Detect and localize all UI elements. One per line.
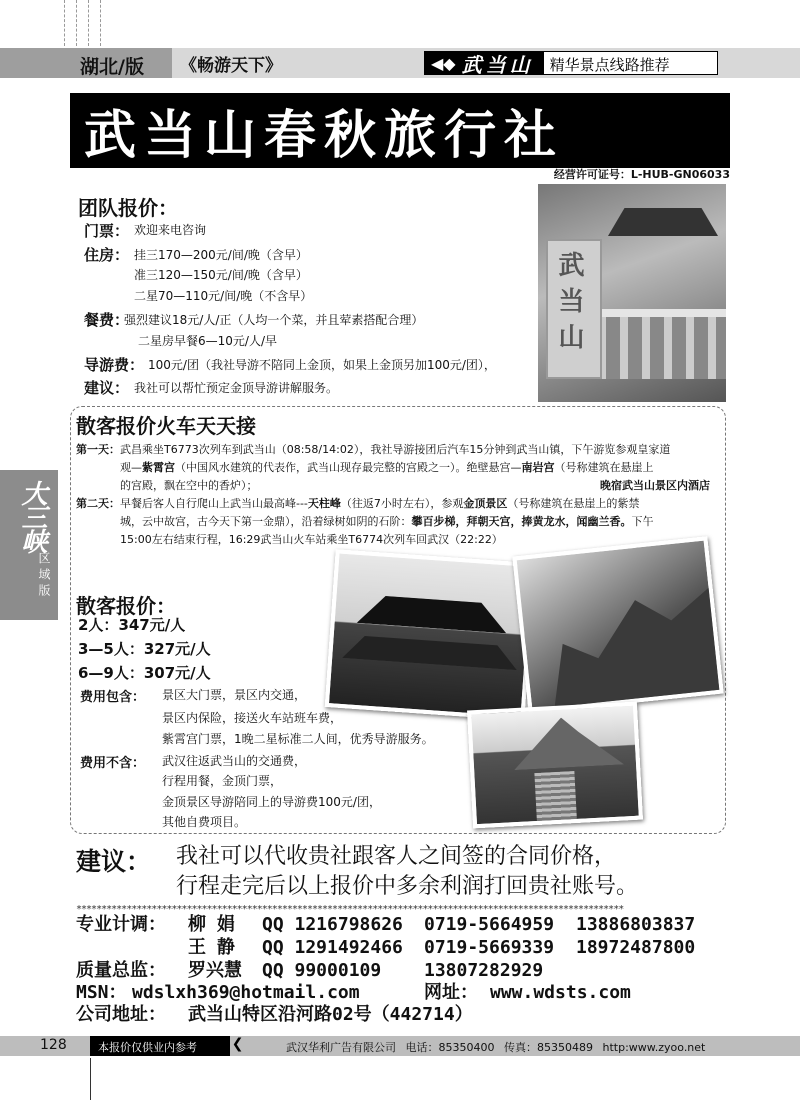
top-dashed-line	[100, 0, 101, 46]
route-subtitle: 精华景点线路推荐	[544, 52, 717, 74]
temple-roof	[342, 632, 518, 670]
lodging-line: 二星70—110元/间/晚（不含早）	[134, 289, 313, 303]
price-people: 3—5人：	[78, 640, 144, 658]
temple-roof	[608, 196, 718, 236]
price-people: 6—9人：	[78, 664, 144, 682]
day2-text: （号称建筑在悬崖上的紫禁	[507, 497, 640, 510]
temple-photo	[325, 549, 536, 721]
excluded-item: 行程用餐，金顶门票，	[162, 774, 283, 788]
lodging-line: 准三120—150元/间/晚（含早）	[134, 268, 308, 282]
route-title-box	[424, 51, 718, 75]
planner-mobile: 13886803837	[576, 914, 696, 935]
day2-text: 下午	[631, 515, 654, 528]
advice-value: 我社可以帮忙预定金顶导游讲解服务。	[134, 381, 339, 395]
footer-url[interactable]: http:www.zyoo.net	[602, 1041, 706, 1054]
stone-steps	[534, 771, 577, 828]
top-dashed-line	[88, 0, 89, 46]
day1-text: （号称建筑在悬崖上	[554, 461, 654, 474]
advice-label: 建议：	[84, 379, 130, 397]
diamond-icon: ◀◆	[431, 53, 456, 73]
lodging-line: 挂三170—200元/间/晚（含早）	[134, 248, 308, 262]
day1-line: 的宫殿，飘在空中的香炉）；	[120, 479, 258, 492]
price-row	[78, 662, 211, 683]
day1-hotel: 晚宿武当山景区内酒店	[600, 479, 710, 492]
ticket-value: 欢迎来电咨询	[134, 223, 207, 237]
day2-line: 15:00左右结束行程，16:29武当山火车站乘坐T6774次列车回武汉（22:22）	[120, 533, 503, 546]
price-value: 347元/人	[118, 616, 186, 634]
individual-heading: 散客报价：	[76, 594, 176, 618]
day2-label: 第二天：	[76, 497, 120, 510]
license-number: 经营许可证号：L-HUB-GN06033	[553, 168, 730, 181]
agency-name: 武当山春秋旅行社	[70, 93, 730, 168]
included-item: 景区内保险，接送火车站班车费，	[162, 711, 343, 725]
day2-line	[120, 495, 639, 513]
side-tab-sub: 区域版	[37, 552, 51, 600]
stone-railing	[598, 309, 726, 379]
qa-qq: QQ 99000109	[262, 960, 382, 981]
msn-label: MSN：	[76, 982, 127, 1003]
meal-line: 二星房早餐6—10元/人/早	[138, 334, 277, 348]
palace-steps-photo	[467, 702, 643, 829]
page-number: 128	[40, 1037, 67, 1053]
planner-label: 专业计调：	[76, 914, 166, 935]
qa-name: 罗兴慧	[188, 960, 242, 981]
rock-cliff	[541, 580, 723, 714]
chevron-left-icon: ❮❮	[220, 1036, 244, 1052]
side-tab	[0, 470, 58, 620]
side-tab-title: 大三峡	[17, 480, 47, 552]
day1-line	[120, 459, 654, 477]
day1-label: 第一天：	[76, 443, 120, 456]
mountain-peak	[512, 714, 624, 770]
price-row	[78, 614, 185, 635]
planner-qq: QQ 1291492466	[262, 937, 403, 958]
nanyan-palace: 南岩宫	[521, 461, 555, 474]
column-title: 《畅游天下》	[180, 56, 282, 76]
jinding-area: 金顶景区	[463, 497, 508, 510]
suggestion-line: 我社可以代收贵社跟客人之间签的合同价格，	[176, 844, 617, 869]
day2-highlights: 攀百步梯，拜朝天宫，捧黄龙水，闻幽兰香。	[411, 515, 632, 528]
included-item: 景区大门票，景区内交通，	[162, 688, 307, 702]
price-value: 307元/人	[143, 664, 211, 682]
top-dashed-line	[64, 0, 65, 46]
suggestion-label: 建议：	[76, 847, 152, 876]
planner-phone: 0719-5664959	[424, 914, 555, 935]
suggestion-line: 行程走完后以上报价中多余利润打回贵社账号。	[176, 874, 639, 899]
planner-mobile: 18972487800	[576, 937, 696, 958]
day2-line	[120, 513, 654, 531]
msn-address[interactable]: wdslxh369@hotmail.com	[132, 982, 360, 1003]
train-heading: 散客报价火车天天接	[76, 414, 256, 438]
excluded-item: 武汉往返武当山的交通费，	[162, 754, 307, 768]
star-divider: *************************************************************************************************************	[76, 904, 624, 915]
planner-name: 柳 娟	[188, 914, 235, 935]
qa-label: 质量总监：	[76, 960, 166, 981]
price-value: 327元/人	[143, 640, 211, 658]
excluded-item: 金顶景区导游陪同上的导游费100元/团，	[162, 795, 381, 809]
bottom-rule	[90, 1058, 91, 1100]
footer-info	[286, 1039, 705, 1055]
excluded-label: 费用不含：	[80, 756, 146, 771]
mountain-photo	[512, 536, 723, 714]
guide-label: 导游费：	[84, 356, 145, 374]
route-name: 武当山	[461, 52, 534, 77]
day1-text: （中国风水建筑的代表作，武当山现存最完整的宫殿之一）。绝壁悬宫—	[175, 461, 522, 474]
included-label: 费用包含：	[80, 690, 146, 705]
day2-text: （往返7小时左右），参观	[340, 497, 464, 510]
price-people: 2人：	[78, 616, 119, 634]
planner-name: 王 静	[188, 937, 235, 958]
address-label: 公司地址：	[76, 1004, 166, 1025]
top-dashed-line	[76, 0, 77, 46]
reference-note: 本报价仅供业内参考	[90, 1036, 230, 1056]
day1-text: 观—	[120, 461, 142, 474]
address-value: 武当山特区沿河路02号（442714）	[188, 1004, 473, 1025]
footer-fax: 传真：85350489	[504, 1041, 593, 1054]
ticket-label: 门票：	[84, 222, 130, 240]
meal-line: 强烈建议18元/人/正（人均一个菜，并且荤素搭配合理）	[124, 313, 424, 327]
wudang-stele-photo	[538, 184, 726, 402]
excluded-item: 其他自费项目。	[162, 815, 247, 829]
planner-phone: 0719-5669339	[424, 937, 555, 958]
included-item: 紫霄宫门票，1晚二星标准二人间，优秀导游服务。	[162, 732, 434, 746]
tianzhu-peak: 天柱峰	[307, 497, 341, 510]
footer-tel: 电话：85350400	[405, 1041, 495, 1054]
temple-roof	[357, 587, 509, 633]
zixiao-palace: 紫霄宫	[142, 461, 175, 474]
web-label: 网址：	[424, 982, 478, 1003]
group-heading: 团队报价：	[78, 196, 178, 220]
footer-company: 武汉华利广告有限公司	[286, 1041, 396, 1054]
web-link[interactable]: www.wdsts.com	[490, 982, 631, 1003]
day1-line: 武昌乘坐T6773次列车到武当山（08:58/14:02），我社导游接团后汽车15分钟到武当山镇，下午游览参观皇家道	[120, 443, 671, 456]
planner-qq: QQ 1216798626	[262, 914, 403, 935]
day2-text: 城，云中故宫，古今天下第一金鼎），沿着绿树如阴的石阶：	[120, 515, 412, 528]
price-row	[78, 638, 211, 659]
meal-label: 餐费：	[84, 311, 130, 329]
qa-mobile: 13807282929	[424, 960, 544, 981]
lodging-label: 住房：	[84, 246, 130, 264]
stele-inscription: 武当山	[546, 239, 602, 379]
day2-text: 早餐后客人自行爬山上武当山最高峰---	[120, 497, 308, 510]
region-label: 湖北/版	[0, 48, 172, 78]
guide-value: 100元/团（我社导游不陪同上金顶，如果上金顶另加100元/团），	[148, 358, 496, 372]
